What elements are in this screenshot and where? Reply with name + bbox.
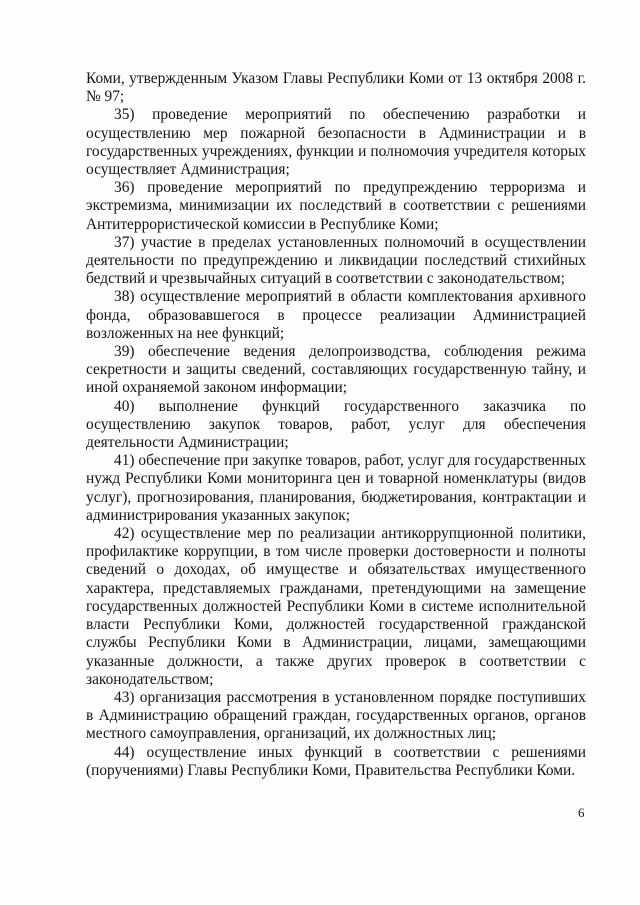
paragraph-item-43: 43) организация рассмотрения в установленном порядке поступивших в Администрацию обращений граждан, государственных органов, органов местного самоуправления, организаций, их должностных лиц; — [86, 688, 586, 743]
paragraph-item-44: 44) осуществление иных функций в соответствии с решениями (поручениями) Главы Республики Коми, Правительства Республики Коми. — [86, 743, 586, 779]
paragraph-item-38: 38) осуществление мероприятий в области комплектования архивного фонда, образовавшегося в процессе реализации Администрацией возложенных на нее функций; — [86, 288, 586, 342]
paragraph-item-39: 39) обеспечение ведения делопроизводства, соблюдения режима секретности и защиты сведений, составляющих государственную тайну, и иной охраняемой законом информации; — [86, 343, 586, 397]
paragraph-item-42: 42) осуществление мер по реализации антикоррупционной политики, профилактике коррупции, в том числе проверки достоверности и полноты сведений о доходах, об имуществе и обязательствах имущественного характера, представляемых гражданами, претендующими на замещение государственных должностей Республики Коми в системе исполнительной власти Республики Коми, должностей государственной гражданской службы Республики Коми в Администрации, лицами, замещающими указанные должности, а также других проверок в соответствии с законодательством; — [86, 525, 586, 688]
paragraph-item-37: 37) участие в пределах установленных полномочий в осуществлении деятельности по предупреждению и ликвидации последствий стихийных бедствий и чрезвычайных ситуаций в соответствии с законодательством; — [86, 233, 586, 288]
paragraph-item-35: 35) проведение мероприятий по обеспечению разработки и осуществлению мер пожарной безопасности в Администрации и в государственных учреждениях, функции и полномочия учредителя которых осуществляет Администрация; — [86, 106, 586, 179]
document-body — [86, 70, 586, 780]
paragraph-item-36: 36) проведение мероприятий по предупреждению терроризма и экстремизма, минимизации их последствий в соответствии с решениями Антитеррористической комиссии в Республике Коми; — [86, 179, 586, 233]
paragraph-item-40: 40) выполнение функций государственного заказчика по осуществлению закупок товаров, работ, услуг для обеспечения деятельности Администрации; — [86, 397, 586, 452]
page-number: 6 — [578, 805, 585, 820]
paragraph-continuation: Коми, утвержденным Указом Главы Республики Коми от 13 октября 2008 г. № 97; — [86, 70, 586, 106]
paragraph-item-41: 41) обеспечение при закупке товаров, работ, услуг для государственных нужд Республики Коми мониторинга цен и товарной номенклатуры (видов услуг), прогнозирования, планирования, бюджетирования, контрактации и администрирования указанных закупок; — [86, 452, 586, 524]
